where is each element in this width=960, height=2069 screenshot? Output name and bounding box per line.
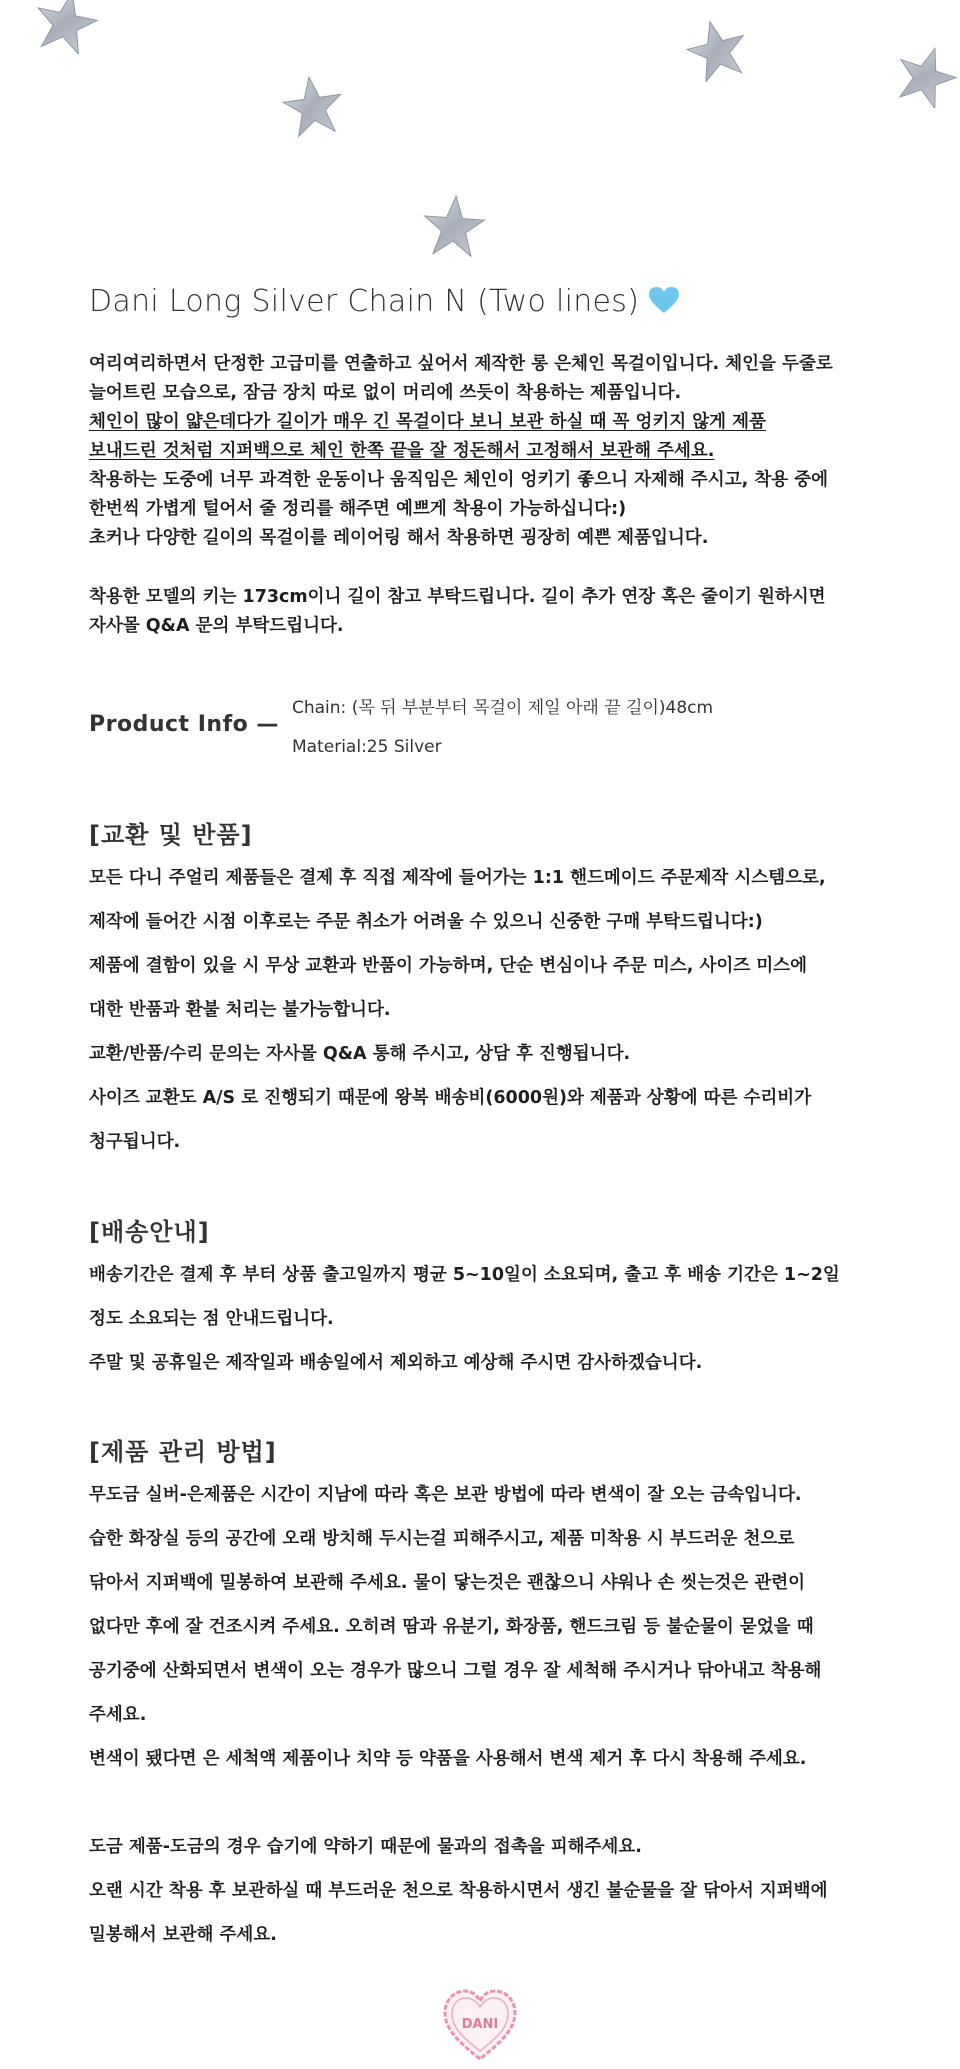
shipping-line: 주말 및 공휴일은 제작일과 배송일에서 제외하고 예상해 주시면 감사하겠습니다. xyxy=(89,1353,703,1373)
care-line: 도금 제품-도금의 경우 습기에 약하기 때문에 물과의 접촉을 피해주세요. xyxy=(89,1837,642,1857)
intro-line: 초커나 다양한 길이의 목걸이를 레이어링 해서 착용하면 굉장히 예쁜 제품입니다. xyxy=(89,528,709,548)
care-heading: [제품 관리 방법] xyxy=(89,1438,277,1466)
chain-length-value: Chain: (목 뒤 부분부터 목걸이 제일 아래 끝 길이)48cm xyxy=(292,698,714,718)
height-line: 자사몰 Q&A 문의 부탁드립니다. xyxy=(89,616,344,636)
heart-icon xyxy=(649,287,679,322)
product-title xyxy=(89,284,679,322)
exchange-line: 대한 반품과 환불 처리는 불가능합니다. xyxy=(89,1000,391,1020)
care-line: 닦아서 지퍼백에 밀봉하여 보관해 주세요. 물이 닿는것은 괜찮으니 샤워나 손 씻는것은 관련이 xyxy=(89,1573,806,1593)
care-line: 무도금 실버-은제품은 시간이 지남에 따라 혹은 보관 방법에 따라 변색이 잘 오는 금속입니다. xyxy=(89,1485,802,1505)
exchange-section xyxy=(89,856,919,1164)
exchange-heading: [교환 및 반품] xyxy=(89,821,253,849)
shipping-heading: [배송안내] xyxy=(89,1218,210,1246)
exchange-line: 청구됩니다. xyxy=(89,1132,181,1152)
intro-line: 한번씩 가볍게 털어서 줄 정리를 해주면 예쁘게 착용이 가능하십니다:) xyxy=(89,499,627,519)
exchange-line: 제작에 들어간 시점 이후로는 주문 취소가 어려울 수 있으니 신중한 구매 부탁드립니다:) xyxy=(89,912,763,932)
care-line: 오랜 시간 착용 후 보관하실 때 부드러운 천으로 착용하시면서 생긴 불순물을 잘 닦아서 지퍼백에 xyxy=(89,1881,828,1901)
intro-line: 착용하는 도중에 너무 과격한 운동이나 움직임은 체인이 엉키기 좋으니 자제해 주시고, 착용 중에 xyxy=(89,470,829,490)
model-height-note xyxy=(89,583,826,641)
care-blank-line xyxy=(89,1781,919,1825)
exchange-line: 교환/반품/수리 문의는 자사몰 Q&A 통해 주시고, 상담 후 진행됩니다. xyxy=(89,1044,631,1064)
star-icon xyxy=(686,18,748,82)
intro-line: 늘어트린 모습으로, 잠금 장치 따로 없이 머리에 쓰듯이 착용하는 제품입니다. xyxy=(89,383,682,403)
product-title-text: Dani Long Silver Chain N (Two lines) xyxy=(89,284,640,319)
product-info-label: Product Info — xyxy=(89,712,279,737)
care-line: 밀봉해서 보관해 주세요. xyxy=(89,1925,277,1945)
care-line: 습한 화장실 등의 공간에 오래 방치해 두시는걸 피해주시고, 제품 미착용 시 부드러운 천으로 xyxy=(89,1529,795,1549)
intro-line-underlined: 보내드린 것처럼 지퍼백으로 체인 한쪽 끝을 잘 정돈해서 고정해서 보관해 주세요. xyxy=(89,441,715,461)
shipping-line: 정도 소요되는 점 안내드립니다. xyxy=(89,1309,334,1329)
care-line: 공기중에 산화되면서 변색이 오는 경우가 많으니 그럴 경우 잘 세척해 주시거나 닦아내고 착용해 xyxy=(89,1661,822,1681)
care-section xyxy=(89,1473,919,1957)
shipping-section xyxy=(89,1253,919,1385)
exchange-line: 제품에 결함이 있을 시 무상 교환과 반품이 가능하며, 단순 변심이나 주문 미스, 사이즈 미스에 xyxy=(89,956,807,976)
star-icon xyxy=(282,74,344,138)
exchange-line: 사이즈 교환도 A/S 로 진행되기 때문에 왕복 배송비(6000원)와 제품과 상황에 따른 수리비가 xyxy=(89,1088,812,1108)
star-icon xyxy=(422,194,486,258)
intro-description xyxy=(89,350,909,553)
material-value: Material:25 Silver xyxy=(292,737,442,757)
intro-line: 여리여리하면서 단정한 고급미를 연출하고 싶어서 제작한 롱 은체인 목걸이입니다. 체인을 두줄로 xyxy=(89,354,833,374)
care-line: 주세요. xyxy=(89,1705,147,1725)
care-line: 없다만 후에 잘 건조시켜 주세요. 오히려 땀과 유분기, 화장품, 핸드크림 등 불순물이 묻었을 때 xyxy=(89,1617,814,1637)
logo-text: DANI xyxy=(461,2017,499,2032)
dani-heart-logo xyxy=(441,1985,519,2067)
care-line: 변색이 됐다면 은 세척액 제품이나 치약 등 약품을 사용해서 변색 제거 후 다시 착용해 주세요. xyxy=(89,1749,807,1769)
intro-line-underlined: 체인이 많이 얇은데다가 길이가 매우 긴 목걸이다 보니 보관 하실 때 꼭 엉키지 않게 제품 xyxy=(89,412,766,432)
height-line: 착용한 모델의 키는 173cm이니 길이 참고 부탁드립니다. 길이 추가 연장 혹은 줄이기 원하시면 xyxy=(89,587,826,607)
exchange-line: 모든 다니 주얼리 제품들은 결제 후 직접 제작에 들어가는 1:1 핸드메이드 주문제작 시스템으로, xyxy=(89,868,826,888)
star-icon xyxy=(895,44,957,108)
shipping-line: 배송기간은 결제 후 부터 상품 출고일까지 평균 5~10일이 소요되며, 출고 후 배송 기간은 1~2일 xyxy=(89,1265,840,1285)
star-icon xyxy=(34,0,98,54)
